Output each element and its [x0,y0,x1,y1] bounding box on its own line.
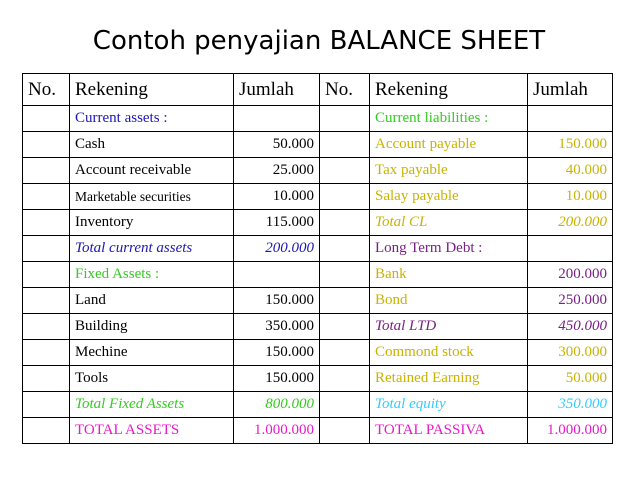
header-rekening-left: Rekening [70,74,234,106]
row-no-right [320,366,370,392]
right-account-amount: 150.000 [528,132,613,158]
right-account-label: Current liabilities : [370,106,528,132]
row-no-right [320,236,370,262]
right-total-label: Total equity [370,392,528,418]
left-account-label: Building [70,314,234,340]
right-total-amount: 450.000 [528,314,613,340]
row-no-left [23,106,70,132]
row-no-right [320,184,370,210]
row-no-left [23,314,70,340]
table-row [23,314,613,340]
row-no-right [320,132,370,158]
left-account-label: Mechine [70,340,234,366]
row-no-left [23,366,70,392]
right-grand-total-label: TOTAL PASSIVA [370,418,528,444]
left-total-label: Total current assets [70,236,234,262]
right-account-label: Commond stock [370,340,528,366]
left-total-label: Total Fixed Assets [70,392,234,418]
row-no-left [23,262,70,288]
balance-sheet-table [22,73,613,444]
row-no-right [320,418,370,444]
row-no-left [23,418,70,444]
row-no-right [320,288,370,314]
row-no-right [320,392,370,418]
row-no-left [23,288,70,314]
left-total-amount: 200.000 [234,236,320,262]
right-account-label: Bond [370,288,528,314]
table-row [23,366,613,392]
left-total-amount: 800.000 [234,392,320,418]
row-no-left [23,210,70,236]
left-account-label: Tools [70,366,234,392]
left-grand-total-amount: 1.000.000 [234,418,320,444]
right-account-amount: 10.000 [528,184,613,210]
left-account-amount: 350.000 [234,314,320,340]
left-grand-total-label: TOTAL ASSETS [70,418,234,444]
right-total-amount: 350.000 [528,392,613,418]
table-row [23,210,613,236]
row-no-left [23,132,70,158]
row-no-left [23,158,70,184]
right-total-label: Total LTD [370,314,528,340]
right-grand-total-amount: 1.000.000 [528,418,613,444]
table-row [23,392,613,418]
header-jumlah-right: Jumlah [528,74,613,106]
row-no-right [320,340,370,366]
table-row [23,184,613,210]
right-account-label: Long Term Debt : [370,236,528,262]
right-account-amount: 300.000 [528,340,613,366]
table-row [23,288,613,314]
table-row [23,158,613,184]
left-account-amount [234,262,320,288]
header-row [23,74,613,106]
right-account-amount: 250.000 [528,288,613,314]
right-total-label: Total CL [370,210,528,236]
left-account-label: Account receivable [70,158,234,184]
right-account-amount: 40.000 [528,158,613,184]
right-account-label: Account payable [370,132,528,158]
right-account-label: Retained Earning [370,366,528,392]
table-row [23,132,613,158]
row-no-right [320,158,370,184]
left-account-amount: 10.000 [234,184,320,210]
right-account-amount [528,106,613,132]
left-account-label: Marketable securities [70,184,234,210]
table-row [23,340,613,366]
left-account-label: Inventory [70,210,234,236]
right-account-label: Salay payable [370,184,528,210]
header-rekening-right: Rekening [370,74,528,106]
table-row [23,262,613,288]
row-no-left [23,184,70,210]
left-account-amount: 150.000 [234,288,320,314]
left-account-amount: 115.000 [234,210,320,236]
table-row [23,418,613,444]
header-no-right: No. [320,74,370,106]
page-title: Contoh penyajian BALANCE SHEET [92,26,546,56]
header-jumlah-left: Jumlah [234,74,320,106]
right-account-amount: 50.000 [528,366,613,392]
row-no-right [320,210,370,236]
right-account-label: Tax payable [370,158,528,184]
left-account-amount: 150.000 [234,340,320,366]
left-account-label: Cash [70,132,234,158]
row-no-right [320,106,370,132]
row-no-right [320,314,370,340]
left-account-amount: 150.000 [234,366,320,392]
table-row [23,236,613,262]
right-account-amount [528,236,613,262]
table-row [23,106,613,132]
row-no-right [320,262,370,288]
row-no-left [23,340,70,366]
right-account-label: Bank [370,262,528,288]
right-total-amount: 200.000 [528,210,613,236]
left-account-amount: 50.000 [234,132,320,158]
right-account-amount: 200.000 [528,262,613,288]
left-account-label: Land [70,288,234,314]
left-account-amount: 25.000 [234,158,320,184]
left-account-amount [234,106,320,132]
row-no-left [23,392,70,418]
left-account-label: Fixed Assets : [70,262,234,288]
row-no-left [23,236,70,262]
left-account-label: Current assets : [70,106,234,132]
header-no-left: No. [23,74,70,106]
